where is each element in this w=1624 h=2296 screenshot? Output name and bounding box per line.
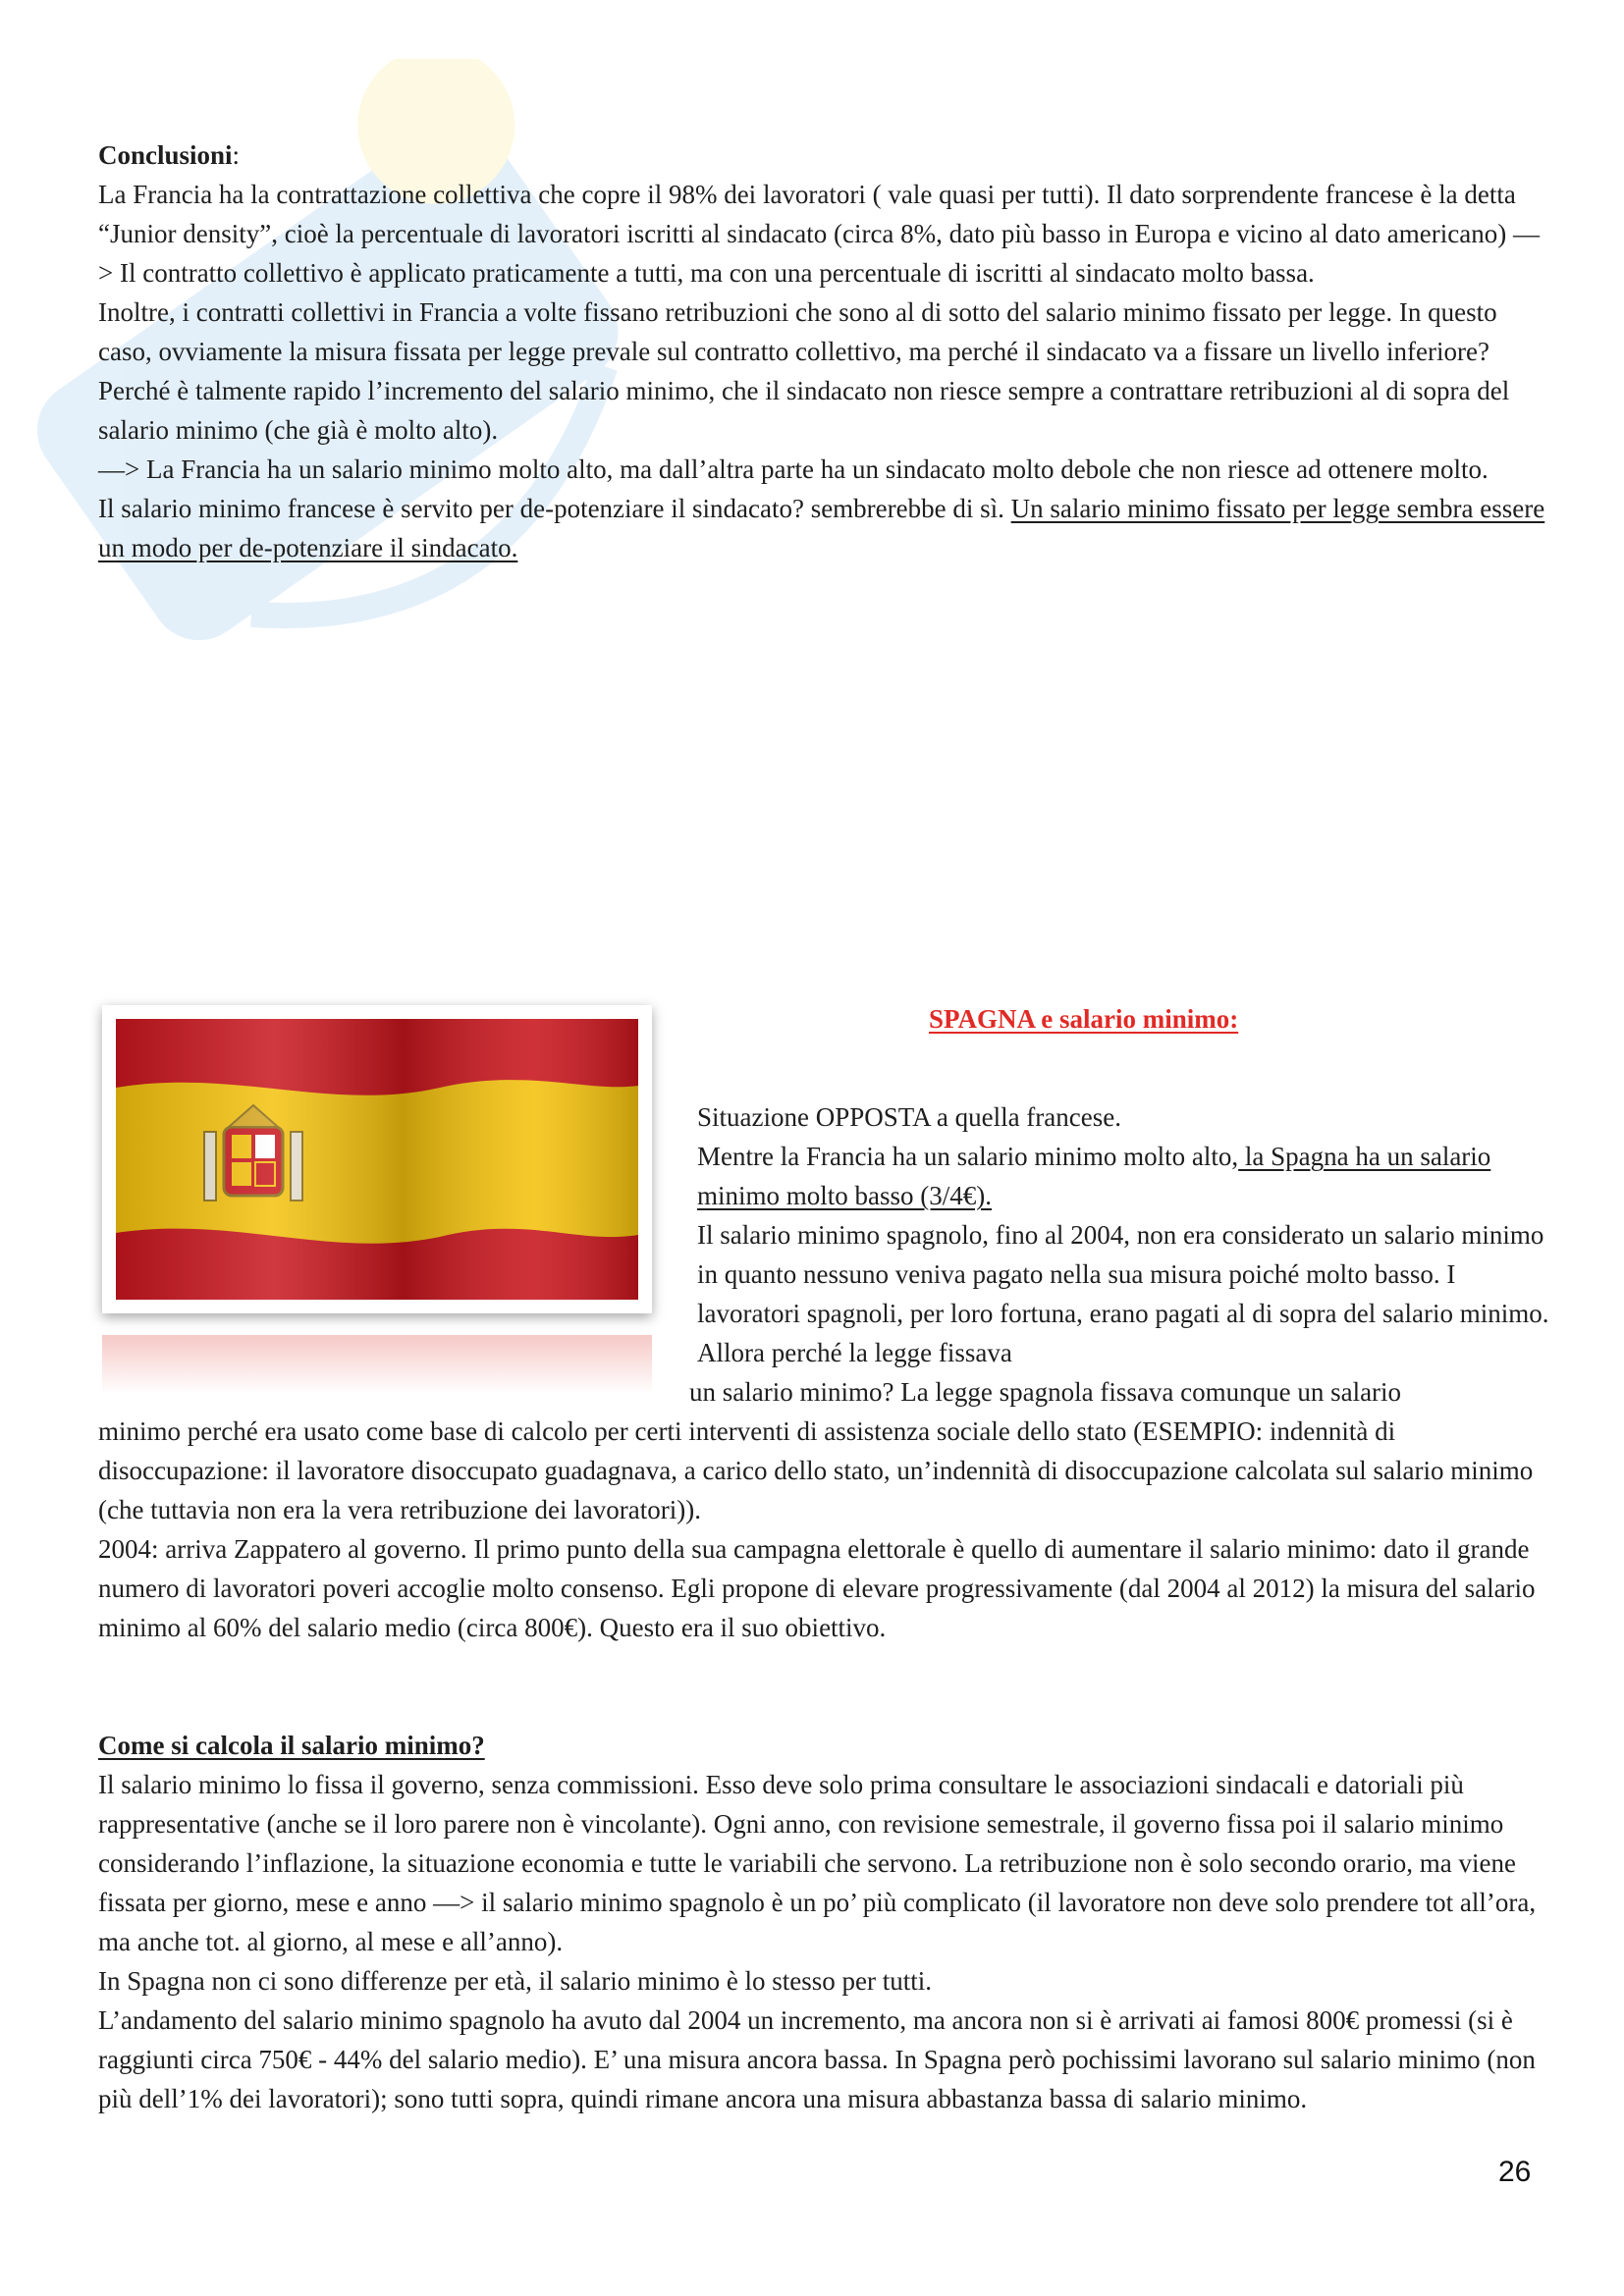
spain-intro-line-1: Situazione OPPOSTA a quella francese. [697, 1102, 1121, 1132]
conclusions-heading: Conclusioni [98, 140, 233, 170]
spain-history-paragraph: Il salario minimo spagnolo, fino al 2004, non era considerato un salario minimo in quanto nessuno veniva pagato nella sua misura poiché molto basso. I lavoratori spagnoli, per loro fortuna, erano pagati al di sopra del salario minimo. Allora perché la legge fissava [697, 1220, 1549, 1367]
calculation-paragraph-1: Il salario minimo lo fissa il governo, senza commissioni. Esso deve solo prima consultare le associazioni sindacali e datoriali più rappresentative (anche se il loro parere non è vincolante). Ogni anno, con revisione semestrale, il governo fissa poi il salario minimo considerando l’inflazione, la situazione economia e tutte le variabili che servono. La retribuzione non è solo secondo orario, ma viene fissata per giorno, mese e anno —> il salario minimo spagnolo è un po’ più complicato (il lavoratore non deve solo prendere tot all’ora, ma anche tot. al giorno, al mese e all’anno). [98, 1770, 1537, 1956]
conclusions-heading-line [98, 135, 1551, 175]
conclusions-underlined-statement: Un salario minimo fissato per legge sembra essere un modo per de-potenziare il sindacato. [98, 494, 1545, 562]
spain-flag-icon [116, 1019, 638, 1300]
conclusions-section [98, 135, 1551, 567]
conclusions-paragraph-3: —> La Francia ha un salario minimo molto alto, ma dall’altra parte ha un sindacato molto debole che non riesce ad ottenere molto. [98, 454, 1489, 484]
spain-comparison: Mentre la Francia ha un salario minimo molto alto, [697, 1142, 1239, 1171]
spain-intro [697, 1097, 1551, 1372]
spain-welfare-paragraph: minimo perché era usato come base di calcolo per certi interventi di assistenza sociale dello stato (ESEMPIO: indennità di disoccupazione: il lavoratore disoccupato guadagnava, a carico dello stato, un’indennità di disoccupazione calcolata sul salario minimo (che tuttavia non era la vera retribuzione dei lavoratori)). [98, 1416, 1534, 1524]
spain-history-continuation: un salario minimo? La legge spagnola fissava comunque un salario [689, 1377, 1402, 1407]
spain-flag-image [102, 1005, 652, 1313]
conclusions-paragraph-1: La Francia ha la contrattazione collettiva che copre il 98% dei lavoratori ( vale quasi per tutti). Il dato sorprendente francese è la detta “Junior density”, cioè la percentuale di lavoratori iscritti al sindacato (circa 8%, dato più basso in Europa e vicino al dato americano) —> Il contratto collettivo è applicato praticamente a tutti, ma con una percentuale di iscritti al sindacato molto bassa. [98, 180, 1540, 288]
calculation-paragraph-3: L’andamento del salario minimo spagnolo ha avuto dal 2004 un incremento, ma ancora non si è arrivati ai famosi 800€ promessi (si è raggiunti circa 750€ - 44% del salario medio). E’ una misura ancora bassa. In Spagna però pochissimi lavorano sul salario minimo (non più dell’1% dei lavoratori); sono tutti sopra, quindi rimane ancora una misura abbastanza bassa di salario minimo. [98, 2005, 1536, 2113]
spain-section-title: SPAGNA e salario minimo: [929, 1004, 1239, 1034]
conclusions-heading-colon: : [232, 140, 241, 170]
calculation-heading: Come si calcola il salario minimo? [98, 1731, 485, 1760]
page-number: 26 [1498, 2156, 1532, 2188]
conclusions-paragraph-4 [98, 489, 1551, 567]
conclusions-question: Il salario minimo francese è servito per de-potenziare il sindacato? sembrerebbe di sì. [98, 494, 1011, 523]
spain-intro-line-2 [697, 1137, 1551, 1215]
flag-reflection [102, 1335, 652, 1394]
spain-low-wage-statement: la Spagna ha un salario minimo molto basso (3/4€). [697, 1142, 1491, 1210]
spain-full-paragraphs [98, 1412, 1551, 1647]
calculation-paragraph-2: In Spagna non ci sono differenze per età, il salario minimo è lo stesso per tutti. [98, 1966, 933, 1996]
spain-2004-paragraph: 2004: arriva Zappatero al governo. Il primo punto della sua campagna elettorale è quello di aumentare il salario minimo: dato il grande numero di lavoratori poveri accoglie molto consenso. Egli propone di elevare progressivamente (dal 2004 al 2012) la misura del salario minimo al 60% del salario medio (circa 800€). Questo era il suo obiettivo. [98, 1534, 1536, 1642]
conclusions-paragraph-2: Inoltre, i contratti collettivi in Francia a volte fissano retribuzioni che sono al di sotto del salario minimo fissato per legge. In questo caso, ovviamente la misura fissata per legge prevale sul contratto collettivo, ma perché il sindacato va a fissare un livello inferiore? Perché è talmente rapido l’incremento del salario minimo, che il sindacato non riesce sempre a contrattare retribuzioni al di sopra del salario minimo (che già è molto alto). [98, 297, 1510, 445]
calculation-section [98, 1726, 1551, 2118]
